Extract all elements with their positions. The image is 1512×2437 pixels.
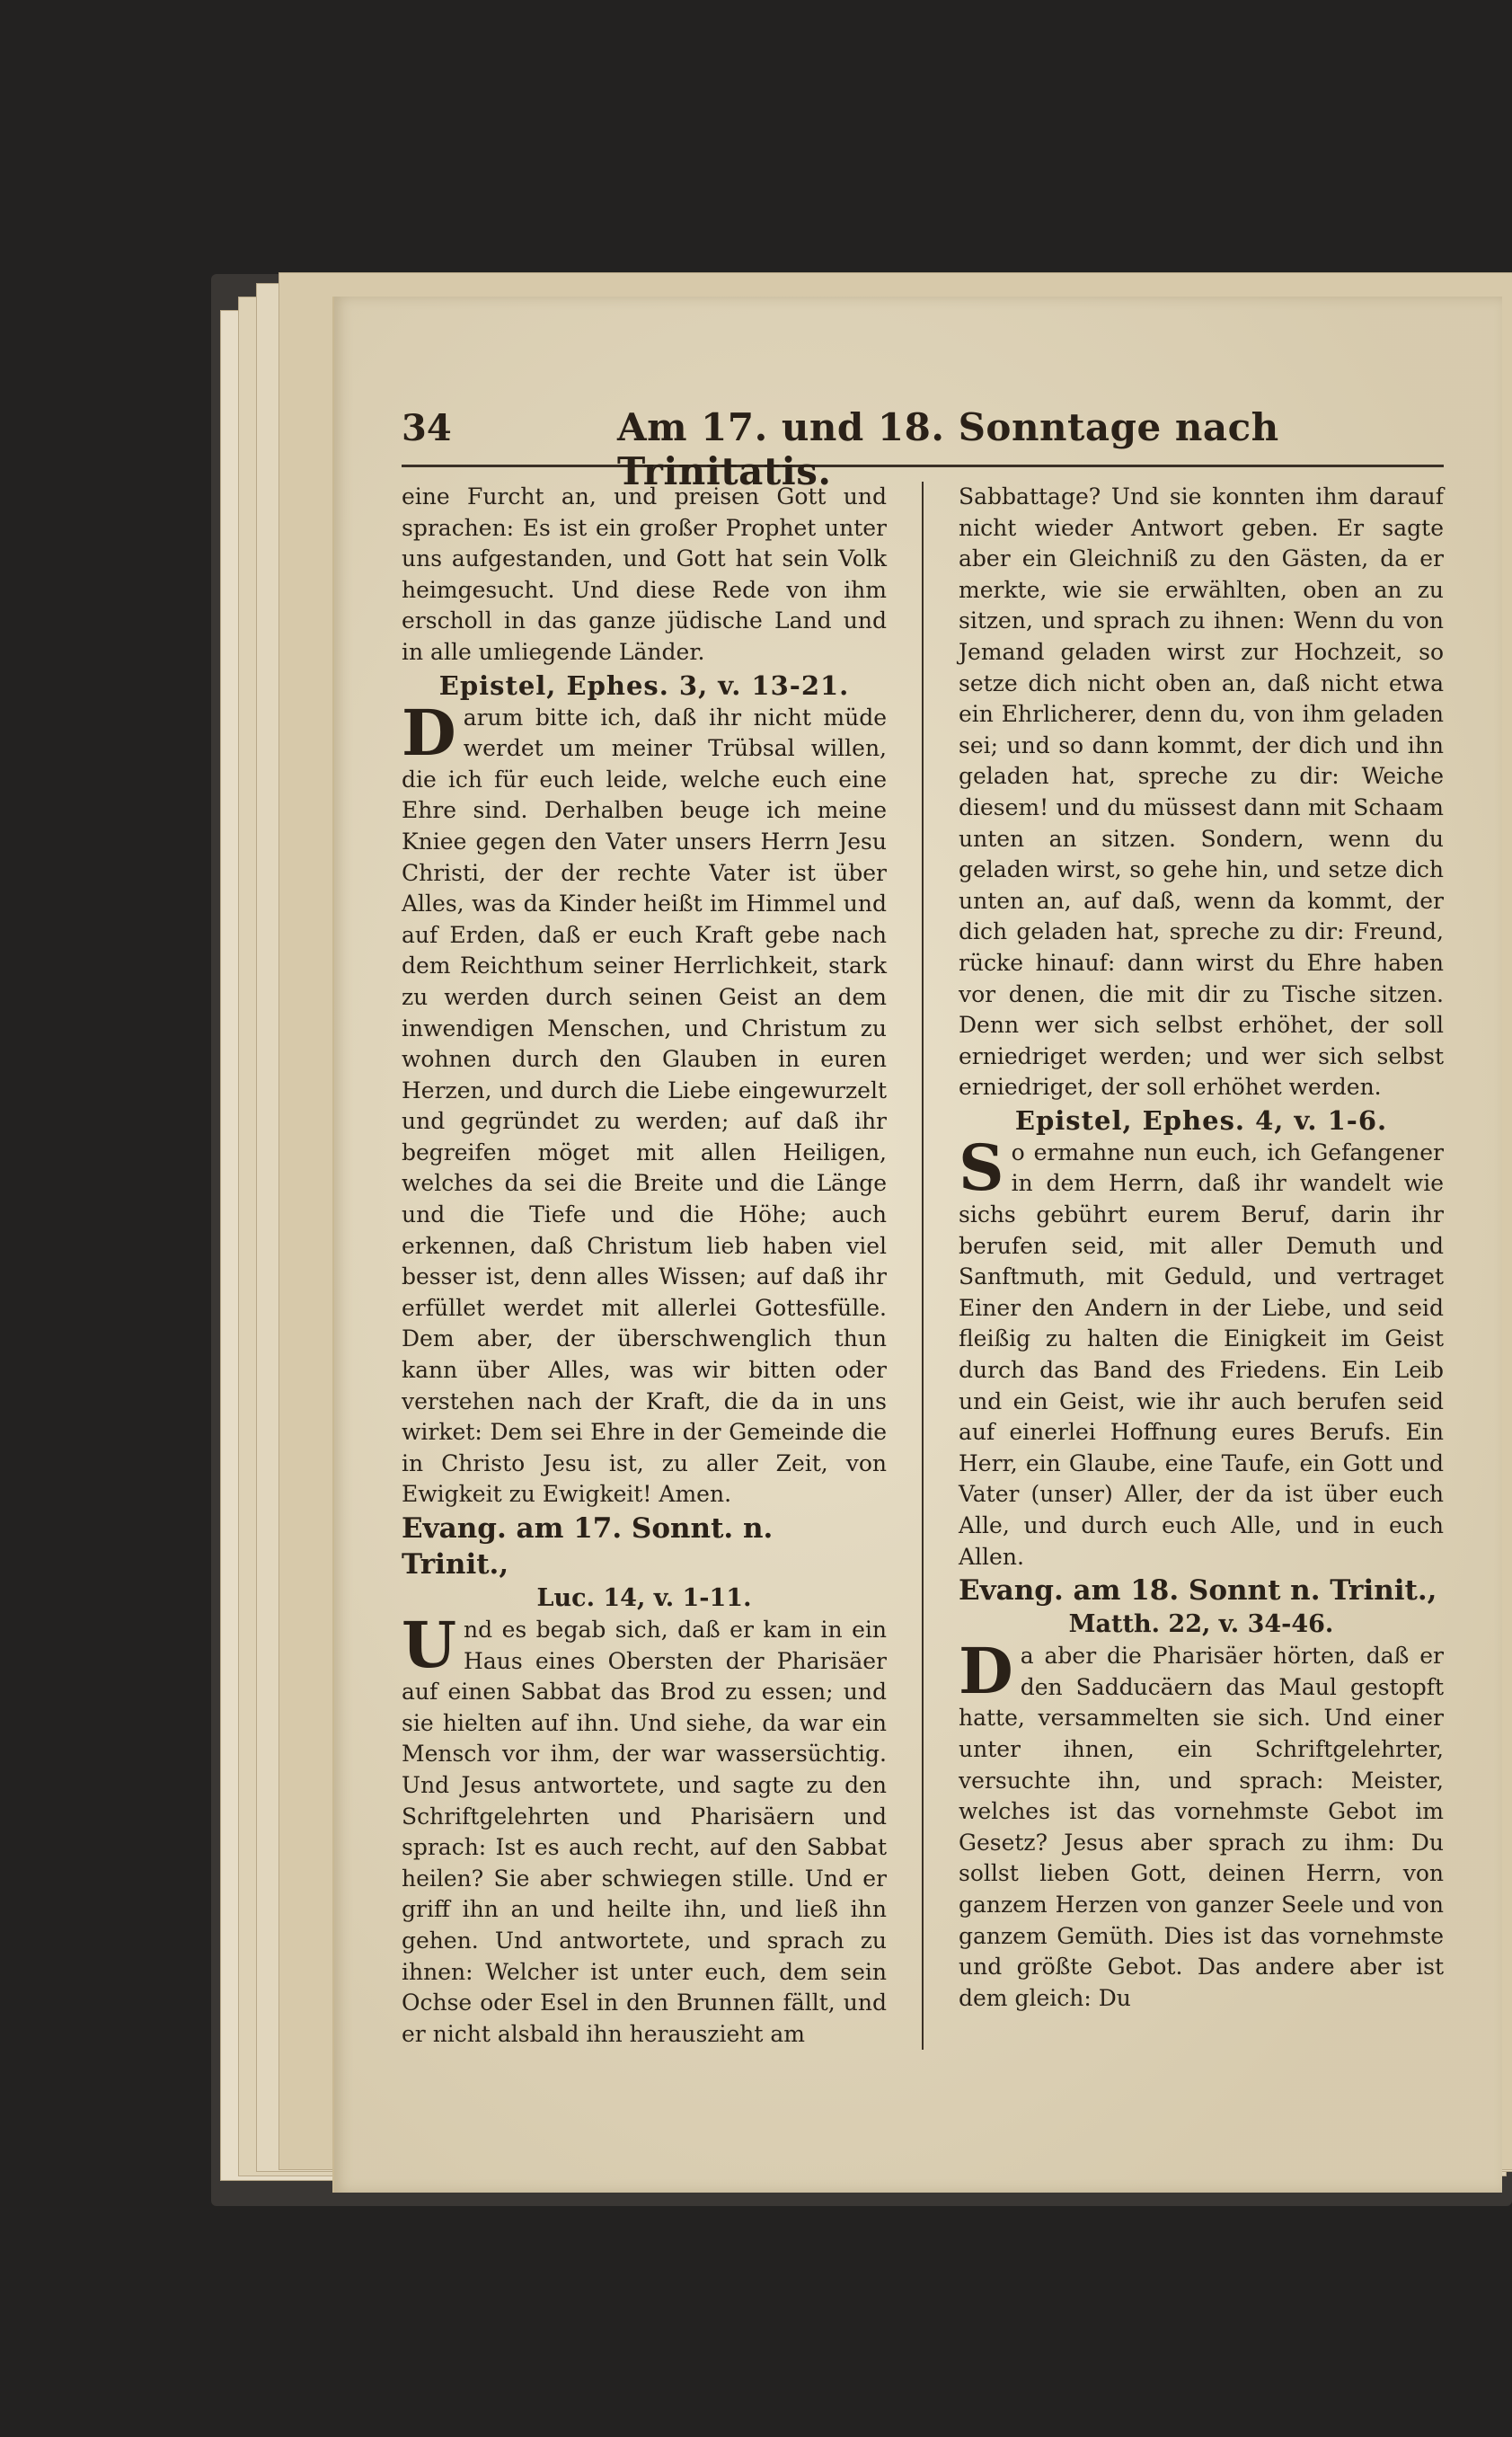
left-gospel-dropcap: U <box>402 1608 457 1682</box>
left-gospel-heading: Evang. am 17. Sonnt. n. Trinit., <box>402 1512 774 1581</box>
left-gospel-paragraph <box>402 1608 887 2050</box>
right-intro-text: Sabbattage? Und sie konnten ihm darauf nicht wieder Antwort geben. Er sagte aber ein Gleichniß zu den Gästen, da er merkte, wie sie erwählten, oben an zu sitzen, und sprach zu ihnen: Wenn du von Jemand geladen wirst zur Hochzeit, so setze dich nicht oben an, daß nicht etwa ein Ehrlicherer, denn du, von ihm geladen sei; und so dann kommt, der dich und ihn geladen hat, spreche zu dir: Weiche diesem! und du müssest dann mit Schaam unten an sitzen. Sondern, wenn du geladen wirst, so gehe hin, und setze dich unten an, auf daß, wenn da kommt, der dich geladen hat, spreche zu dir: Freund, rücke hinauf: dann wirst du Ehre haben vor denen, die mit dir zu Tische sitzen. Denn wer sich selbst erhöhet, der soll erniedriget werden; und wer sich selbst erniedriget, der soll erhöhet werden. <box>959 483 1444 1101</box>
left-column <box>402 482 887 2050</box>
left-epistle-heading: Epistel, Ephes. 3, v. 13-21. <box>438 669 850 701</box>
text-columns <box>402 482 1444 2050</box>
right-gospel-paragraph <box>959 1634 1444 2014</box>
page-header <box>402 400 1444 493</box>
left-epistle-paragraph <box>402 695 887 1511</box>
right-gospel-dropcap: D <box>959 1634 1013 1709</box>
right-gospel-heading: Evang. am 18. Sonnt n. Trinit., <box>959 1574 1437 1608</box>
left-epistle-text: arum bitte ich, daß ihr nicht müde werdet um meiner Trübsal willen, die ich für euch leide, welche euch eine Ehre sind. Derhalben beuge ich meine Kniee gegen den Vater unsers Herrn Jesu Christi, der der rechte Vater ist über Alles, was da Kinder heißt im Himmel und auf Erden, daß er euch Kraft gebe nach dem Reichthum seiner Herrlichkeit, stark zu werden durch seinen Geist an dem inwendigen Menschen, und Christum zu wohnen durch den Glauben in euren Herzen, und durch die Liebe eingewurzelt und gegründet zu werden; auf daß ihr begreifen möget mit allen Heiligen, welches da sei die Breite und die Länge und die Tiefe und die Höhe; auch erkennen, daß Christum lieb haben viel besser ist, denn alles Wissen; auf daß ihr erfüllet werdet mit allerlei Gottesfülle. Dem aber, der überschwenglich thun kann über Alles, was wir bitten oder verstehen nach der Kraft, die da in uns wirket: Dem sei Ehre in der Gemeinde die in Christo Jesu ist, zu aller Zeit, von Ewigkeit zu Ewigkeit! Amen. <box>402 704 887 1508</box>
page-content <box>402 400 1444 2050</box>
column-divider <box>922 482 924 2050</box>
running-head: Am 17. und 18. Sonntage nach Trinitatis. <box>617 405 1279 493</box>
right-gospel-reference: Matth. 22, v. 34-46. <box>1068 1610 1334 1639</box>
page-number: 34 <box>402 407 452 449</box>
right-epistle-text: o ermahne nun euch, ich Gefangener in dem Herrn, daß ihr wandelt wie sichs gebührt eurem Beruf, darin ihr berufen seid, mit aller Demuth und Sanftmuth, mit Geduld, und vertraget Einer den Andern in der Liebe, und seid fleißig zu halten die Einigkeit im Geist durch das Band des Friedens. Ein Leib und ein Geist, wie ihr auch berufen seid auf einerlei Hoffnung eures Berufs. Ein Herr, ein Glaube, eine Taufe, ein Gott und Vater (unser) Aller, der da ist über euch Alle, und durch euch Alle, und in euch Allen. <box>959 1139 1444 1570</box>
right-epistle-dropcap: S <box>959 1130 1004 1205</box>
right-column <box>959 482 1444 2050</box>
left-gospel-reference: Luc. 14, v. 1-11. <box>536 1584 752 1612</box>
left-gospel-text: nd es begab sich, daß er kam in ein Haus eines Obersten der Pharisäer auf einen Sabbat das Brod zu essen; und sie hielten auf ihn. Und siehe, da war ein Mensch vor ihm, der war wassersüchtig. Und Jesus antwortete, und sagte zu den Schriftgelehrten und Pharisäern und sprach: Ist es auch recht, auf den Sabbat heilen? Sie aber schwiegen stille. Und er griff ihn an und heilte ihn, und ließ ihn gehen. Und antwortete, und sprach zu ihnen: Welcher ist unter euch, dem sein Ochse oder Esel in den Brunnen fällt, und er nicht alsbald ihn herauszieht am <box>402 1617 887 2047</box>
left-epistle-dropcap: D <box>402 695 456 770</box>
book-page <box>332 297 1502 2193</box>
right-gospel-text: a aber die Pharisäer hörten, daß er den Sadducäern das Maul gestopft hatte, versammelten sie sich. Und einer unter ihnen, ein Schriftgelehrter, versuchte ihn, und sprach: Meister, welches ist das vornehmste Gebot im Gesetz? Jesus aber sprach zu ihm: Du sollst lieben Gott, deinen Herrn, von ganzem Herzen von ganzer Seele und von ganzem Gemüth. Dies ist das vornehmste und größte Gebot. Das andere aber ist dem gleich: Du <box>959 1643 1444 2011</box>
left-intro-text: eine Furcht an, und preisen Gott und sprachen: Es ist ein großer Prophet unter uns aufgestanden, und Gott hat sein Volk heimgesucht. Und diese Rede von ihm erscholl in das ganze jüdische Land und in alle umliegende Länder. <box>402 483 887 665</box>
book <box>202 256 1512 2233</box>
right-epistle-heading: Epistel, Ephes. 4, v. 1-6. <box>1014 1104 1388 1136</box>
right-epistle-paragraph <box>959 1130 1444 1573</box>
